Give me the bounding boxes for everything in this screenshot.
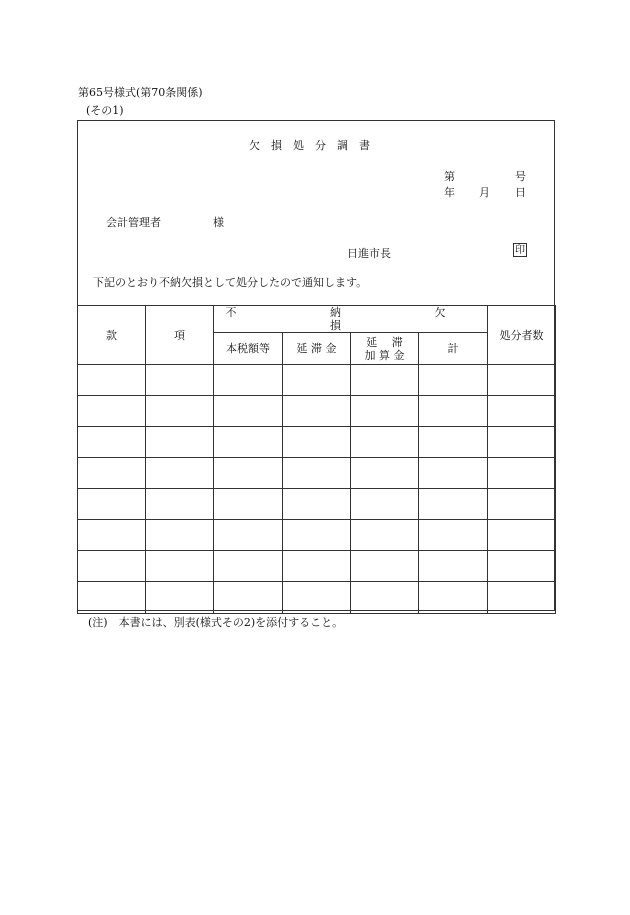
table-cell <box>146 365 214 396</box>
table-row <box>78 427 556 458</box>
table-cell <box>283 365 351 396</box>
table-cell <box>283 427 351 458</box>
table-cell <box>351 551 419 582</box>
table-cell <box>78 582 146 614</box>
table-row <box>78 365 556 396</box>
header-delay-charge: 延 滞 金 <box>283 333 351 365</box>
table-cell <box>351 458 419 489</box>
table-cell <box>78 396 146 427</box>
table-cell <box>283 458 351 489</box>
table-cell <box>419 489 488 520</box>
header-write-off-group: 不 納 欠 損 <box>214 306 488 333</box>
document-number-suffix: 号 <box>515 170 526 183</box>
table-cell <box>214 396 283 427</box>
table-cell <box>351 365 419 396</box>
document-number-label: 第 <box>444 170 455 183</box>
table-cell <box>78 365 146 396</box>
table-row <box>78 489 556 520</box>
footnote: (注) 本書には、別表(様式その2)を添付すること。 <box>88 616 344 629</box>
date-month-label: 月 <box>479 186 490 199</box>
table-cell <box>419 520 488 551</box>
table-cell <box>146 427 214 458</box>
header-delay-additional-line1: 延 滞 <box>366 335 403 349</box>
form-number: 第65号様式(第70条関係) <box>78 86 203 99</box>
header-principal: 本税額等 <box>214 333 283 365</box>
table-cell <box>214 365 283 396</box>
table-cell <box>351 396 419 427</box>
table-cell <box>214 582 283 614</box>
table-cell <box>78 551 146 582</box>
issuer: 日進市長 <box>347 247 391 260</box>
table-header-row <box>78 306 556 333</box>
table-cell <box>78 427 146 458</box>
table-cell <box>146 396 214 427</box>
table-cell <box>214 458 283 489</box>
table-row <box>78 396 556 427</box>
table-cell <box>488 582 556 614</box>
table-cell <box>283 489 351 520</box>
table-row <box>78 582 556 614</box>
table-cell <box>419 396 488 427</box>
header-delay-additional <box>351 333 419 365</box>
document-title: 欠損処分調書 <box>249 139 381 152</box>
table-cell <box>488 396 556 427</box>
table-cell <box>283 520 351 551</box>
table-row <box>78 458 556 489</box>
table-cell <box>146 489 214 520</box>
table-cell <box>146 551 214 582</box>
table-cell <box>146 520 214 551</box>
table-cell <box>351 489 419 520</box>
sub-number: (その1) <box>86 104 124 117</box>
seal-mark: 印 <box>515 245 525 256</box>
table-row <box>78 520 556 551</box>
table-cell <box>283 396 351 427</box>
addressee-honorific: 様 <box>213 216 224 229</box>
table-cell <box>78 489 146 520</box>
table-cell <box>214 427 283 458</box>
table-cell <box>419 427 488 458</box>
table-body <box>78 365 556 614</box>
table-cell <box>419 551 488 582</box>
table-cell <box>351 520 419 551</box>
header-disposition-count: 処分者数 <box>488 306 556 365</box>
table-cell <box>214 551 283 582</box>
write-off-table <box>77 305 556 614</box>
table-cell <box>351 427 419 458</box>
table-cell <box>488 427 556 458</box>
body-text: 下記のとおり不納欠損として処分したので通知します。 <box>93 276 368 289</box>
table-row <box>78 551 556 582</box>
table-cell <box>146 582 214 614</box>
table-cell <box>78 520 146 551</box>
table-cell <box>214 520 283 551</box>
addressee: 会計管理者 <box>106 216 161 229</box>
table-cell <box>488 365 556 396</box>
header-total: 計 <box>419 333 488 365</box>
table-cell <box>419 365 488 396</box>
header-kan: 款 <box>78 306 146 365</box>
table-cell <box>283 582 351 614</box>
table-cell <box>488 489 556 520</box>
table-cell <box>146 458 214 489</box>
table-cell <box>419 458 488 489</box>
table-cell <box>419 582 488 614</box>
table-cell <box>351 582 419 614</box>
table-cell <box>214 489 283 520</box>
header-delay-additional-line2: 加 算 金 <box>364 348 405 362</box>
date-year-label: 年 <box>444 186 455 199</box>
table-cell <box>488 520 556 551</box>
table-cell <box>78 458 146 489</box>
table-cell <box>283 551 351 582</box>
date-day-label: 日 <box>515 186 526 199</box>
header-kou: 項 <box>146 306 214 365</box>
table-cell <box>488 551 556 582</box>
table-cell <box>488 458 556 489</box>
